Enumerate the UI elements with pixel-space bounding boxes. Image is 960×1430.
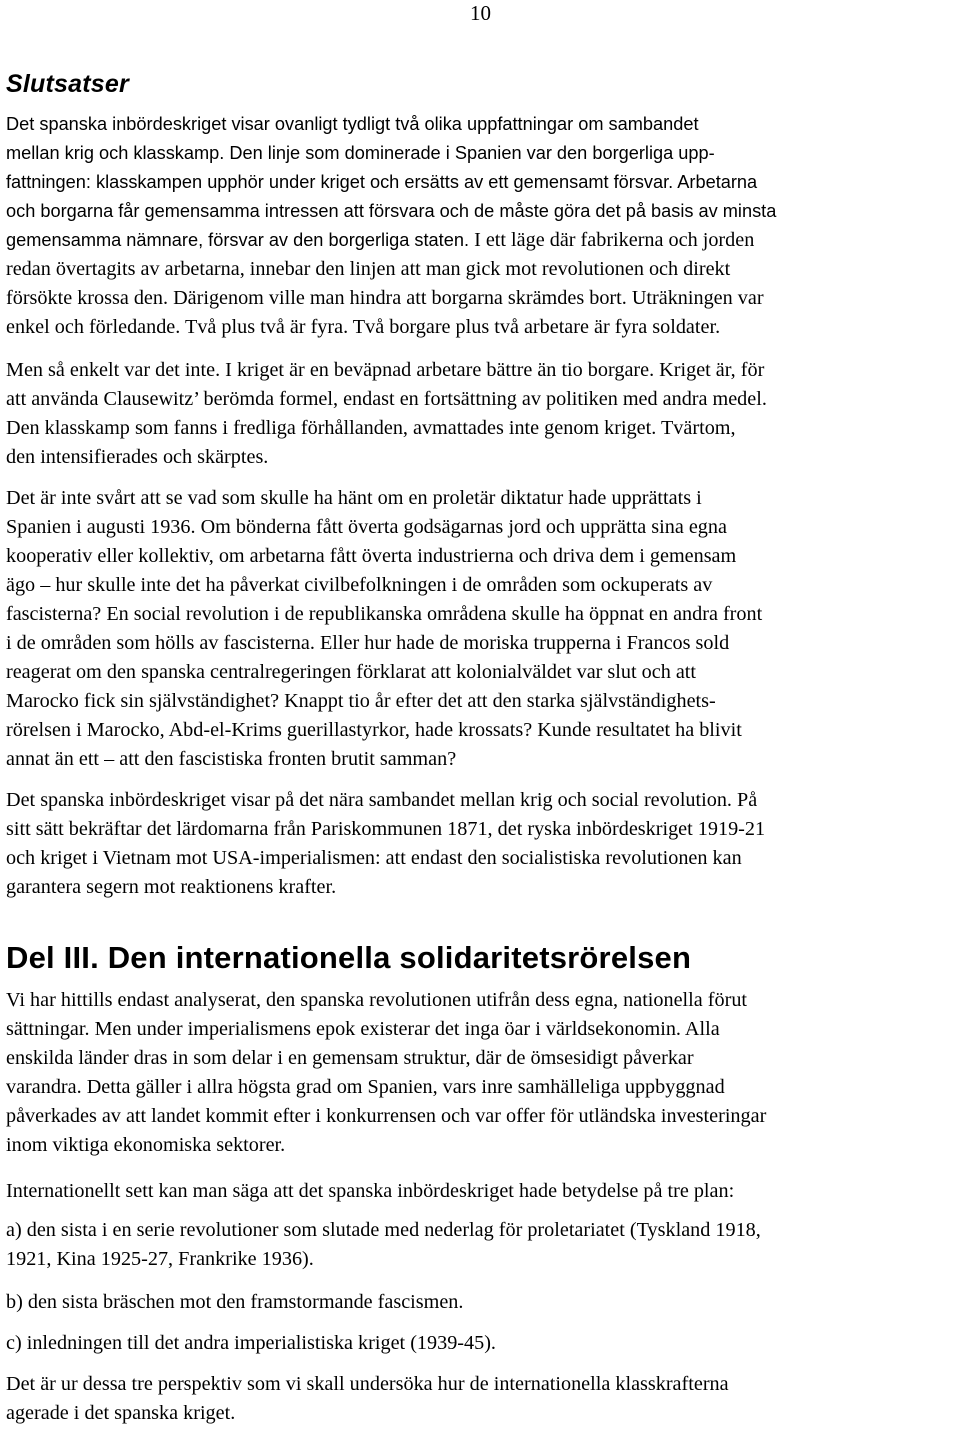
- page-number: 10: [470, 1, 491, 25]
- list-item-b: [6, 1288, 958, 1317]
- text-line: 1921, Kina 1925-27, Frankrike 1936).: [6, 1248, 314, 1270]
- text-line: fattningen: klasskampen upphör under kriget och ersätts av ett gemensamt försvar. Arbetarna: [6, 172, 758, 192]
- paragraph-4: [6, 786, 958, 902]
- text-line: Det är ur dessa tre perspektiv som vi skall undersöka hur de internationella klasskrafterna: [6, 1373, 729, 1395]
- list-item-a: [6, 1216, 958, 1274]
- text-segment-sans: gemensamma nämnare, försvar av den borgerliga staten.: [6, 230, 470, 250]
- text-line: och borgarna får gemensamma intressen att försvara och de måste göra det på basis av minsta: [6, 201, 777, 221]
- text-line: försökte krossa den. Därigenom ville man hindra att borgarna skrämdes bort. Uträkningen var: [6, 287, 764, 309]
- text-line: annat än ett – att den fascistiska fronten brutit samman?: [6, 748, 457, 770]
- text-line: c) inledningen till det andra imperialistiska kriget (1939-45).: [6, 1332, 496, 1354]
- text-line: enskilda länder dras in som delar i en gemensam struktur, där de ömsesidigt påverkar: [6, 1047, 694, 1069]
- section-heading-slutsatser: Slutsatser: [6, 70, 129, 98]
- text-line: mellan krig och klasskamp. Den linje som dominerade i Spanien var den borgerliga upp-: [6, 143, 715, 163]
- text-line: b) den sista bräschen mot den framstormande fascismen.: [6, 1291, 464, 1313]
- text-line: agerade i det spanska kriget.: [6, 1402, 236, 1424]
- text-line: a) den sista i en serie revolutioner som slutade med nederlag för proletariatet (Tyskland 1918,: [6, 1219, 761, 1241]
- text-line: påverkades av att landet kommit efter i konkurrensen och var offer för utländska investeringar: [6, 1105, 767, 1127]
- text-line: ägo – hur skulle inte det ha påverkat civilbefolkningen i de områden som ockuperats av: [6, 574, 713, 596]
- text-line: i de områden som hölls av fascisterna. Eller hur hade de moriska trupperna i Francos sold: [6, 632, 730, 654]
- paragraph-5: [6, 986, 958, 1160]
- text-line: Den klasskamp som fanns i fredliga förhållanden, avmattades inte genom kriget. Tvärtom,: [6, 417, 736, 439]
- text-line: den intensifierades och skärptes.: [6, 446, 269, 468]
- text-line: enkel och förledande. Två plus två är fyra. Två borgare plus två arbetare är fyra soldater.: [6, 316, 721, 338]
- text-line: Det är inte svårt att se vad som skulle ha hänt om en proletär diktatur hade upprättats i: [6, 487, 702, 509]
- text-line: Vi har hittills endast analyserat, den spanska revolutionen utifrån dess egna, nationella förut: [6, 989, 748, 1011]
- text-line: Internationellt sett kan man säga att det spanska inbördeskriget hade betydelse på tre plan:: [6, 1180, 735, 1202]
- paragraph-3: [6, 484, 958, 774]
- text-segment-serif: I ett läge där fabrikerna och jorden: [469, 229, 755, 251]
- text-line: Det spanska inbördeskriget visar på det nära sambandet mellan krig och social revolution. På: [6, 789, 758, 811]
- text-line-mixed: [6, 226, 958, 255]
- text-line: redan övertagits av arbetarna, innebar den linjen att man gick mot revolutionen och direkt: [6, 258, 731, 280]
- text-line: kooperativ eller kollektiv, om arbetarna fått överta industrierna och driva dem i gemensam: [6, 545, 737, 567]
- text-line: garantera segern mot reaktionens krafter.: [6, 876, 337, 898]
- paragraph-2: [6, 356, 958, 472]
- text-line: och kriget i Vietnam mot USA-imperialismen: att endast den socialistiska revolutionen kan: [6, 847, 742, 869]
- section-heading-del-iii: Del III. Den internationella solidaritetsrörelsen: [6, 940, 692, 975]
- text-line: varandra. Detta gäller i allra högsta grad om Spanien, vars inre samhälleliga uppbyggnad: [6, 1076, 725, 1098]
- text-line: Spanien i augusti 1936. Om bönderna fått överta godsägarnas jord och upprätta sina egna: [6, 516, 727, 538]
- paragraph-7: [6, 1370, 958, 1428]
- text-line: fascisterna? En social revolution i de republikanska områdena skulle ha öppnat en andra front: [6, 603, 763, 625]
- text-line: inom viktiga ekonomiska sektorer.: [6, 1134, 286, 1156]
- text-line: rörelsen i Marocko, Abd-el-Krims guerillastyrkor, hade krossats? Kunde resultatet ha blivit: [6, 719, 742, 741]
- text-line: Det spanska inbördeskriget visar ovanligt tydligt två olika uppfattningar om sambandet: [6, 114, 699, 134]
- text-line: Men så enkelt var det inte. I kriget är en beväpnad arbetare bättre än tio borgare. Kriget är, för: [6, 359, 765, 381]
- text-line: reagerat om den spanska centralregeringen förklarat att kolonialväldet var slut och att: [6, 661, 697, 683]
- paragraph-1: [6, 110, 958, 342]
- text-line: Marocko fick sin självständighet? Knappt tio år efter det att den starka självständighets-: [6, 690, 716, 712]
- text-line: sättningar. Men under imperialismens epok existerar det inga öar i världsekonomin. Alla: [6, 1018, 720, 1040]
- text-line: sitt sätt bekräftar det lärdomarna från Pariskommunen 1871, det ryska inbördeskriget 1919-21: [6, 818, 766, 840]
- text-line: att använda Clausewitz’ berömda formel, endast en fortsättning av politiken med andra medel.: [6, 388, 767, 410]
- list-item-c: [6, 1329, 958, 1358]
- paragraph-6: [6, 1177, 958, 1206]
